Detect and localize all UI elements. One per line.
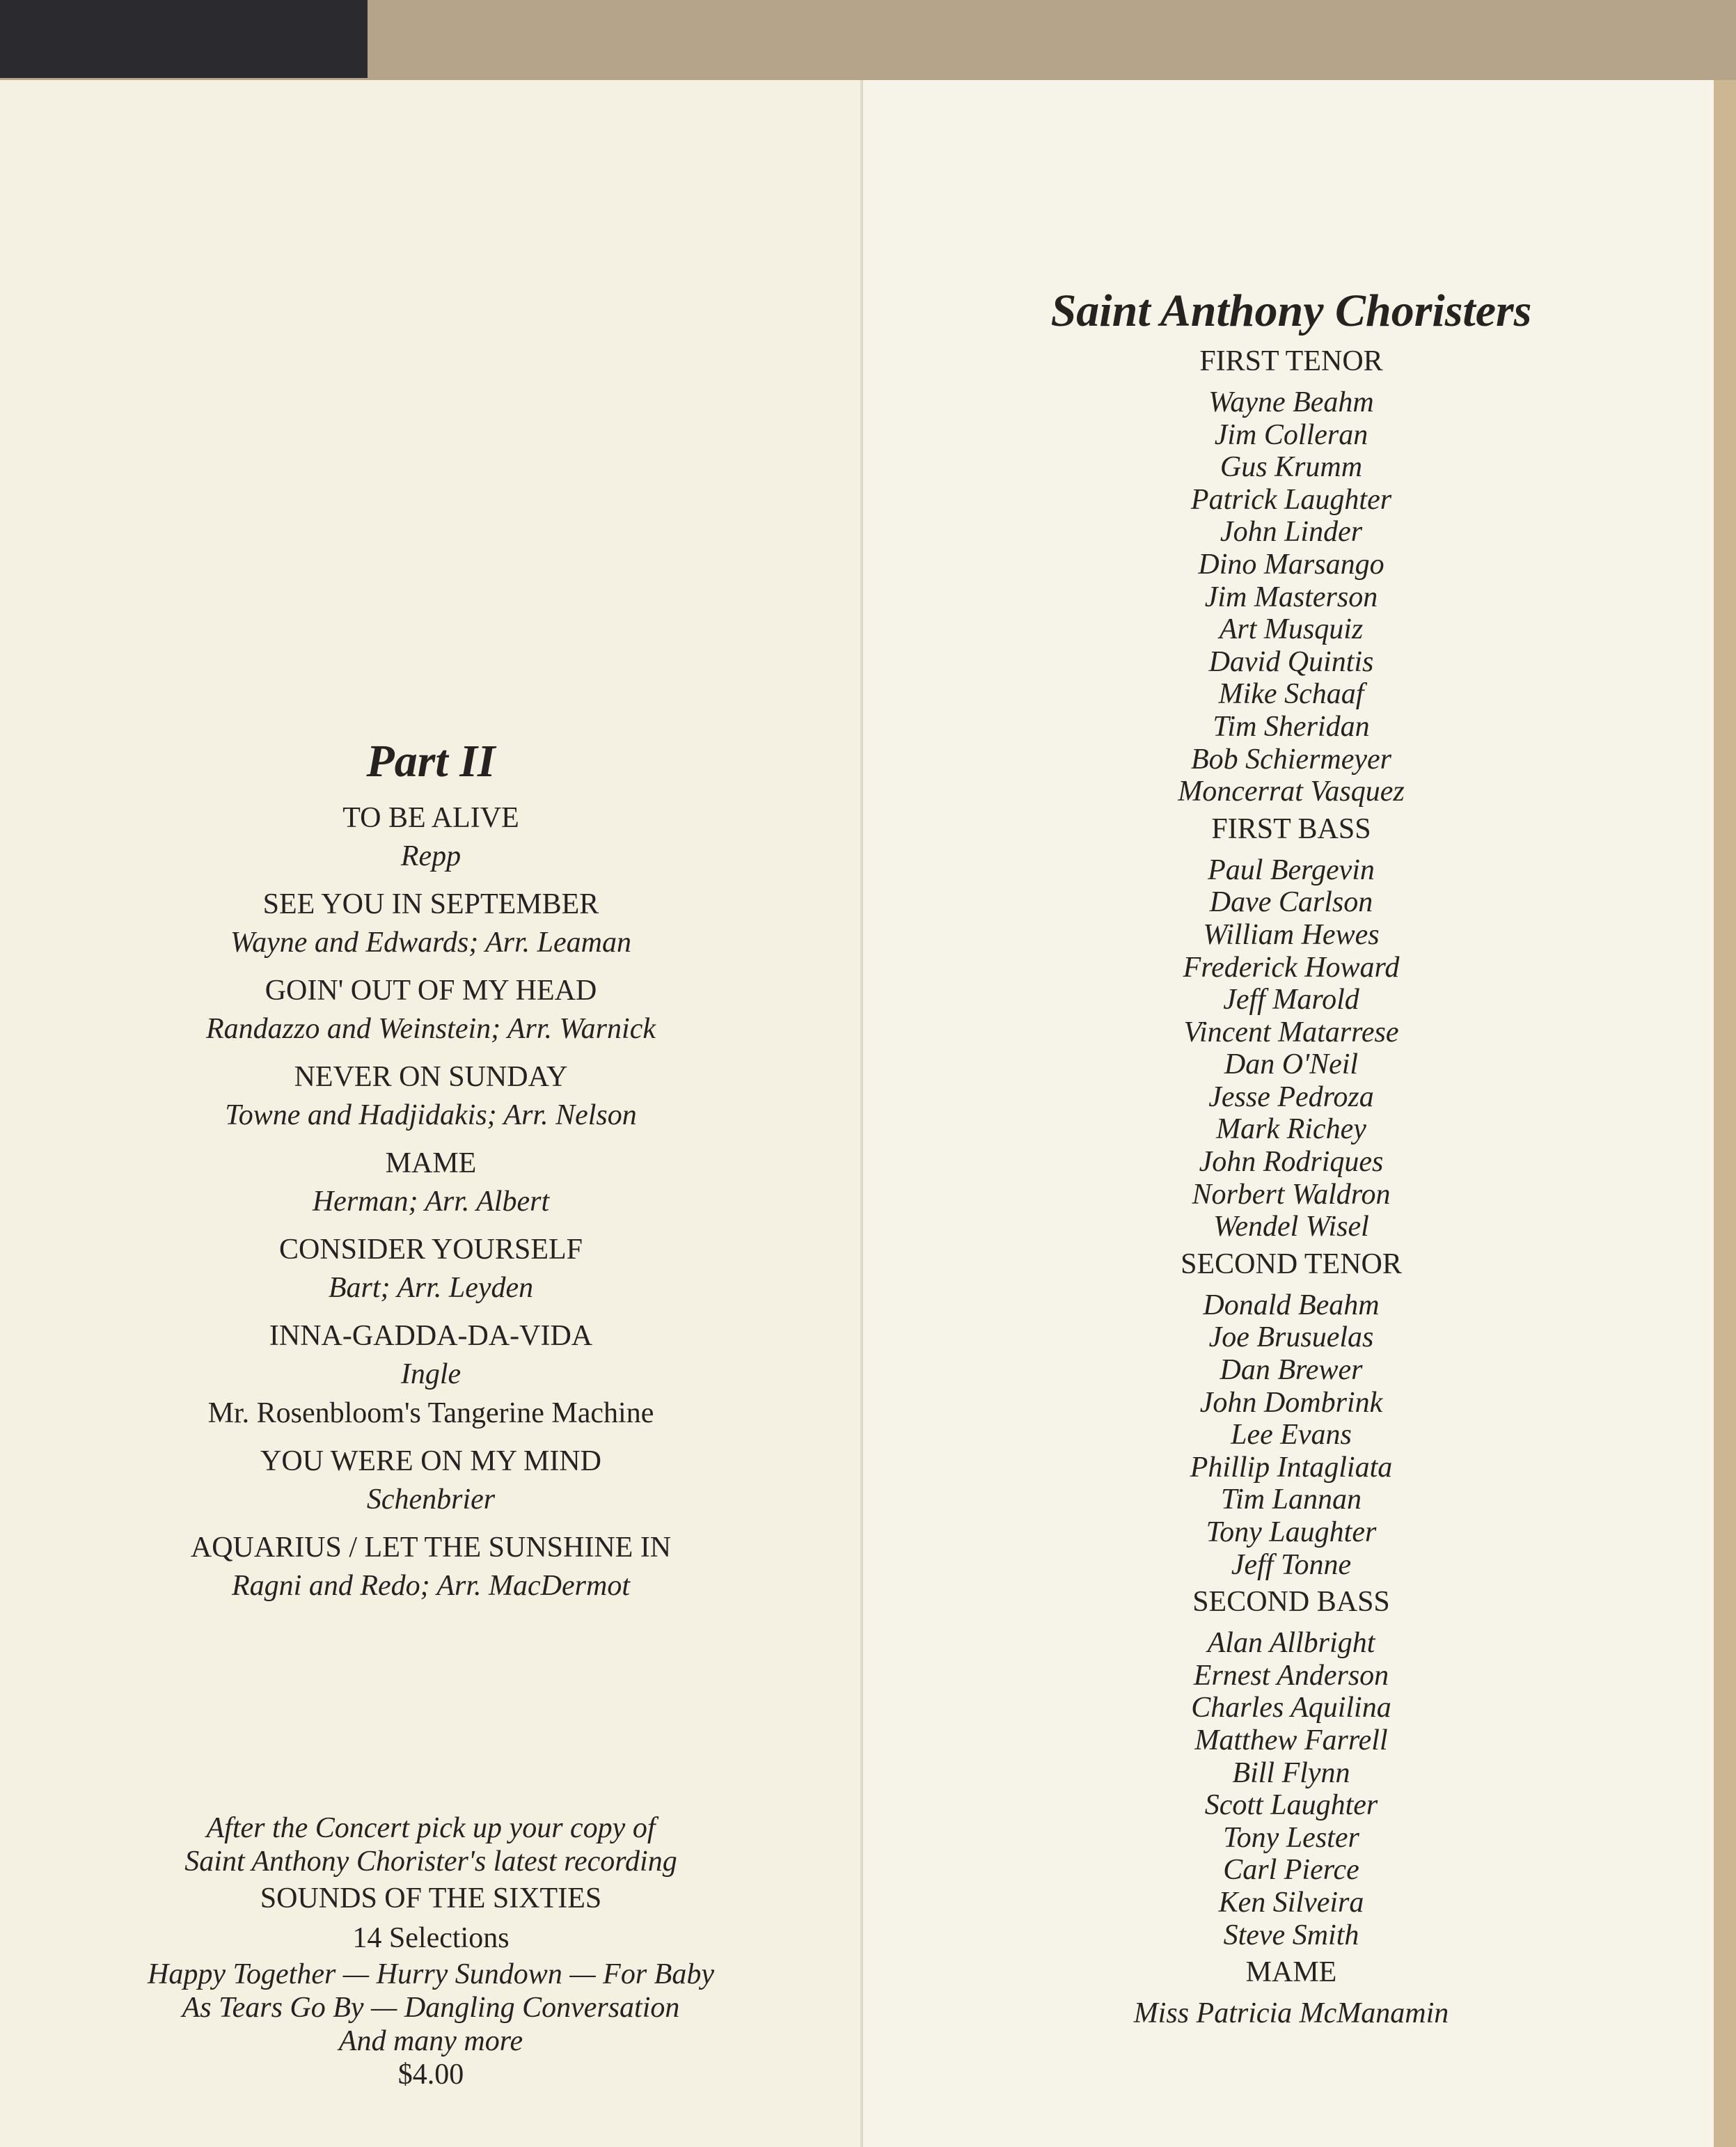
member-name: Tim Lannan bbox=[1221, 1484, 1362, 1516]
member-name: Phillip Intagliata bbox=[1190, 1451, 1393, 1484]
song-title: CONSIDER YOURSELF bbox=[279, 1234, 583, 1266]
song-performer-note: Mr. Rosenbloom's Tangerine Machine bbox=[207, 1397, 654, 1429]
promo-line-3: Happy Together — Hurry Sundown — For Baby bbox=[148, 1958, 714, 1990]
song-title: MAME bbox=[385, 1147, 477, 1179]
song-title: SEE YOU IN SEPTEMBER bbox=[262, 888, 599, 920]
member-name: Donald Beahm bbox=[1203, 1289, 1380, 1321]
member-name: Paul Bergevin bbox=[1208, 854, 1375, 886]
member-name: Mike Schaaf bbox=[1218, 678, 1364, 711]
member-name: Mark Richey bbox=[1216, 1113, 1366, 1146]
member-name: Jeff Tonne bbox=[1231, 1548, 1352, 1581]
song-credit: Schenbrier bbox=[366, 1484, 496, 1516]
member-name: Moncerrat Vasquez bbox=[1178, 776, 1405, 808]
member-name: Ken Silveira bbox=[1218, 1886, 1364, 1919]
song-credit: Repp bbox=[400, 840, 461, 872]
song-credit: Bart; Arr. Leyden bbox=[328, 1272, 534, 1304]
song-entry bbox=[0, 1442, 862, 1519]
right-roster-page bbox=[863, 80, 1736, 2147]
roster-section bbox=[863, 1956, 1719, 2030]
selection-count: 14 Selections bbox=[352, 1922, 510, 1954]
left-program-page bbox=[0, 80, 862, 2147]
song-title: TO BE ALIVE bbox=[342, 802, 519, 834]
choir-title: Saint Anthony Choristers bbox=[1050, 285, 1532, 336]
roster-section bbox=[863, 345, 1719, 808]
song-entry bbox=[0, 1529, 862, 1605]
section-heading: SECOND TENOR bbox=[1181, 1248, 1402, 1280]
choir-roster bbox=[863, 282, 1719, 2034]
song-entry bbox=[0, 1145, 862, 1221]
member-name: John Rodriques bbox=[1199, 1146, 1384, 1179]
member-name: Dino Marsango bbox=[1198, 548, 1384, 581]
member-name: Ernest Anderson bbox=[1193, 1659, 1389, 1692]
member-name: William Hewes bbox=[1203, 918, 1380, 951]
song-entry bbox=[0, 1231, 862, 1307]
member-name: Jesse Pedroza bbox=[1208, 1080, 1374, 1113]
member-name: David Quintis bbox=[1208, 645, 1374, 678]
promo-line-2: Saint Anthony Chorister's latest recording bbox=[184, 1846, 677, 1878]
member-name: Matthew Farrell bbox=[1194, 1724, 1388, 1756]
song-title: YOU WERE ON MY MIND bbox=[260, 1445, 601, 1477]
member-name: Dan Brewer bbox=[1220, 1354, 1363, 1387]
promo-line-4: As Tears Go By — Dangling Conversation bbox=[182, 1992, 680, 2024]
member-name: Dan O'Neil bbox=[1224, 1048, 1359, 1081]
song-list bbox=[0, 799, 862, 1605]
member-name: Jeff Marold bbox=[1223, 984, 1359, 1016]
section-heading: SECOND BASS bbox=[1192, 1586, 1390, 1619]
member-name: Charles Aquilina bbox=[1191, 1692, 1391, 1724]
promo-line-5: And many more bbox=[338, 2025, 523, 2057]
member-name: Gus Krumm bbox=[1220, 451, 1363, 484]
part-two-program bbox=[0, 732, 862, 2091]
recording-promo bbox=[0, 1811, 862, 2091]
member-name: Tony Laughter bbox=[1206, 1516, 1377, 1548]
member-name: Carl Pierce bbox=[1223, 1854, 1359, 1887]
song-title: INNA-GADDA-DA-VIDA bbox=[269, 1320, 593, 1352]
roster-section bbox=[863, 1248, 1719, 1581]
song-credit: Towne and Hadjidakis; Arr. Nelson bbox=[225, 1099, 637, 1131]
member-name: Dave Carlson bbox=[1209, 886, 1373, 919]
member-name: Joe Brusuelas bbox=[1208, 1321, 1374, 1354]
member-name: John Dombrink bbox=[1199, 1386, 1383, 1419]
roster-sections bbox=[863, 345, 1719, 2030]
member-name: Alan Allbright bbox=[1207, 1627, 1375, 1660]
song-credit: Wayne and Edwards; Arr. Leaman bbox=[230, 927, 631, 959]
promo-line-1: After the Concert pick up your copy of bbox=[206, 1812, 656, 1844]
member-name: Steve Smith bbox=[1223, 1919, 1359, 1951]
member-name: Tony Lester bbox=[1223, 1821, 1359, 1854]
member-name: Jim Masterson bbox=[1204, 581, 1378, 613]
member-name: Miss Patricia McManamin bbox=[1133, 1997, 1449, 2030]
member-name: Wendel Wisel bbox=[1213, 1211, 1369, 1243]
member-name: John Linder bbox=[1220, 516, 1363, 549]
member-name: Norbert Waldron bbox=[1192, 1178, 1391, 1211]
section-heading: FIRST BASS bbox=[1211, 812, 1371, 845]
song-credit: Herman; Arr. Albert bbox=[312, 1186, 550, 1218]
member-name: Patrick Laughter bbox=[1190, 483, 1392, 516]
background-dark-strip bbox=[0, 0, 368, 78]
member-name: Bob Schiermeyer bbox=[1190, 743, 1392, 776]
song-credit: Randazzo and Weinstein; Arr. Warnick bbox=[206, 1013, 656, 1045]
part-title: Part II bbox=[366, 736, 496, 787]
song-entry bbox=[0, 1058, 862, 1135]
song-entry bbox=[0, 1317, 862, 1433]
section-heading: FIRST TENOR bbox=[1199, 345, 1383, 377]
album-title: SOUNDS OF THE SIXTIES bbox=[260, 1882, 602, 1914]
member-name: Frederick Howard bbox=[1183, 951, 1400, 984]
song-entry bbox=[0, 972, 862, 1048]
member-name: Wayne Beahm bbox=[1208, 386, 1374, 418]
member-name: Art Musquiz bbox=[1219, 613, 1364, 646]
background-right-edge bbox=[1714, 80, 1736, 2147]
album-price: $4.00 bbox=[397, 2059, 464, 2091]
member-name: Scott Laughter bbox=[1204, 1789, 1378, 1822]
roster-section bbox=[863, 812, 1719, 1243]
song-credit: Ragni and Redo; Arr. MacDermot bbox=[232, 1570, 630, 1602]
member-name: Jim Colleran bbox=[1214, 418, 1368, 451]
song-credit: Ingle bbox=[400, 1358, 461, 1390]
song-title: GOIN' OUT OF MY HEAD bbox=[265, 975, 597, 1007]
song-title: AQUARIUS / LET THE SUNSHINE IN bbox=[190, 1532, 672, 1564]
member-name: Lee Evans bbox=[1231, 1419, 1352, 1452]
member-name: Vincent Matarrese bbox=[1183, 1016, 1399, 1048]
member-name: Tim Sheridan bbox=[1213, 710, 1370, 743]
song-title: NEVER ON SUNDAY bbox=[294, 1061, 568, 1093]
roster-section bbox=[863, 1585, 1719, 1951]
section-heading: MAME bbox=[1245, 1956, 1337, 1989]
member-name: Bill Flynn bbox=[1232, 1756, 1350, 1789]
song-entry bbox=[0, 886, 862, 962]
song-entry bbox=[0, 799, 862, 876]
